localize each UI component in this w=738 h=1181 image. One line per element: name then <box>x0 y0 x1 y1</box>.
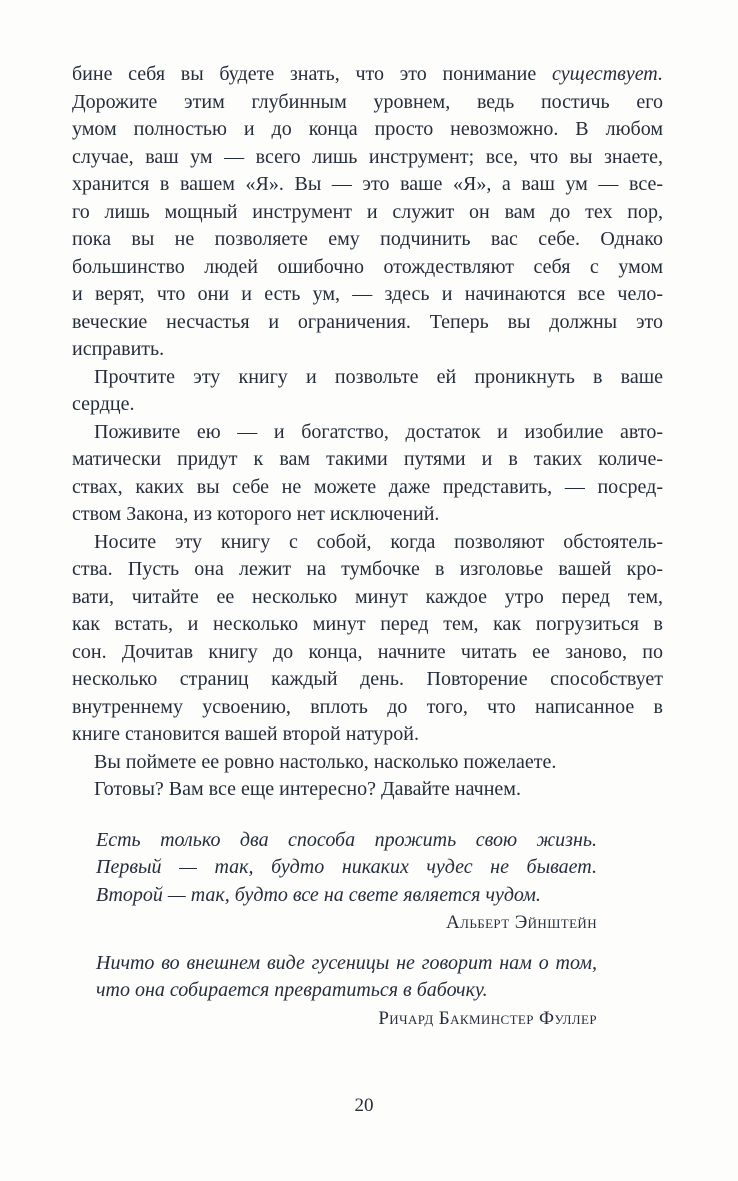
regular-text: бине себя вы будете знать, что это понимание <box>72 63 552 85</box>
text-line: пока вы не позволяете ему подчинить вас себе. Однако <box>72 228 663 250</box>
text-line: несколько страниц каждый день. Повторение способствует <box>72 668 663 690</box>
text-line: книге становится вашей второй натурой. <box>72 723 419 745</box>
page-number: 20 <box>354 1095 374 1116</box>
paragraph-2 <box>72 364 663 419</box>
text-line: матически придут к вам такими путями и в таких количе- <box>72 448 663 470</box>
text-line: Дорожите этим глубинным уровнем, ведь постичь его <box>72 90 663 113</box>
text-line: Поживите ею — и богатство, достаток и изобилие авто- <box>94 420 663 443</box>
fuller-quote <box>96 950 597 1033</box>
text-line: Первый — так, будто никаких чудес не бывает. <box>96 856 597 878</box>
text-line: Второй — так, будто все на свете является чудом. <box>96 883 541 906</box>
text-line: случае, ваш ум — всего лишь инструмент; все, что вы знаете, <box>72 145 663 168</box>
einstein-quote <box>96 827 597 937</box>
text-line: сердце. <box>72 393 135 415</box>
text-line: Вы поймете ее ровно настолько, насколько пожелаете. <box>94 750 557 773</box>
text-line: Носите эту книгу с собой, когда позволяют обстоятель- <box>94 530 663 553</box>
einstein-quote-attribution: Альберт Эйнштейн <box>446 912 597 933</box>
text-block <box>72 61 663 1032</box>
text-line: ствах, каких вы себе не можете даже представить, — посред- <box>72 475 663 498</box>
text-line <box>72 61 663 89</box>
text-line: го лишь мощный инструмент и служит он вам до тех пор, <box>72 200 663 223</box>
paragraph-4 <box>72 529 663 749</box>
text-line: что она собирается превратиться в бабочку. <box>96 979 488 1001</box>
text-line: как встать, и несколько минут перед тем, как погрузиться в <box>72 613 663 635</box>
paragraph-3 <box>72 419 663 529</box>
text-line: большинство людей ошибочно отождествляют себя с умом <box>72 255 663 278</box>
text-line: исправить. <box>72 338 165 360</box>
text-line: сон. Дочитав книгу до конца, начните читать ее заново, по <box>72 640 663 663</box>
paragraph-5 <box>72 749 663 777</box>
italic-text: существует. <box>551 63 663 85</box>
text-line: ством Закона, из которого нет исключений. <box>72 503 440 525</box>
text-line: Ничто во внешнем виде гусеницы не говорит нам о том, <box>96 951 597 974</box>
paragraph-1 <box>72 61 663 364</box>
text-line: вати, читайте ее несколько минут каждое утро перед тем, <box>72 585 663 608</box>
text-line: внутреннему усвоению, вплоть до того, что написанное в <box>72 695 663 718</box>
text-line: умом полностью и до конца просто невозможно. В любом <box>72 118 663 140</box>
text-line: Прочтите эту книгу и позвольте ей проникнуть в ваше <box>94 365 663 388</box>
paragraph-6 <box>72 776 663 804</box>
text-line: Готовы? Вам все еще интересно? Давайте начнем. <box>94 778 521 800</box>
text-line: хранится в вашем «Я». Вы — это ваше «Я», а ваш ум — все- <box>72 173 663 195</box>
fuller-quote-attribution: Ричард Бакминстер Фуллер <box>378 1007 597 1029</box>
text-line: веческие несчастья и ограничения. Теперь вы должны это <box>72 310 663 333</box>
text-line: ства. Пусть она лежит на тумбочке в изголовье вашей кро- <box>72 558 663 580</box>
text-line: Есть только два способа прожить свою жизнь. <box>96 828 597 851</box>
text-line: и верят, что они и есть ум, — здесь и начинаются все чело- <box>72 283 663 305</box>
